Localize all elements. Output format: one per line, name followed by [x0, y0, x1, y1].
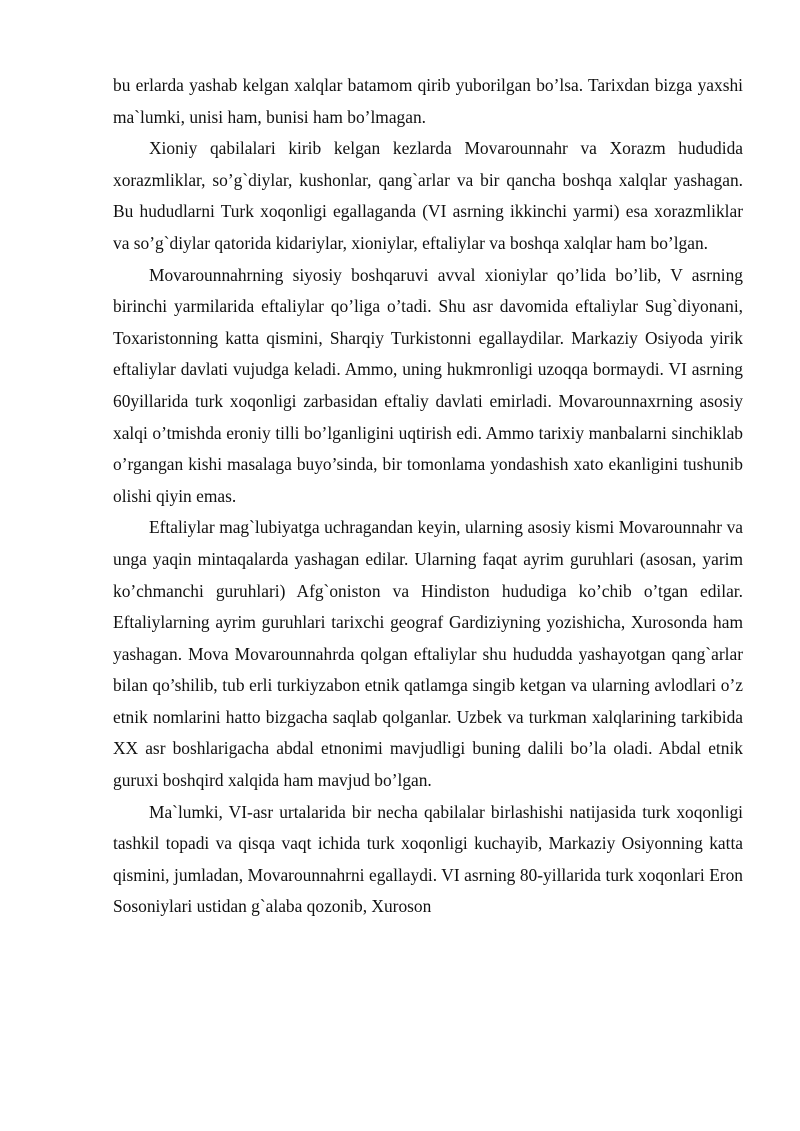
paragraph: Eftaliylar mag`lubiyatga uchragandan keyin, ularning asosiy kismi Movarounnahr va unga yaqin mintaqalarda yashagan edilar. Ularning faqat ayrim guruhlari (asosan, yarim ko’chmanchi guruhlari) Afg`oniston va Hindiston hududiga ko’chib o’tgan edilar. Eftaliylarning ayrim guruhlari tarixchi geograf Gardiziyning yozishicha, Xurosonda ham yashagan. Mova Movarounnahrda qolgan eftaliylar shu hududda yashayotgan qang`arlar bilan qo’shilib, tub erli turkiyzabon etnik qatlamga singib ketgan va ularning avlodlari o’z etnik nomlarini hatto bizgacha saqlab qolganlar. Uzbek va turkman xalqlarining tarkibida XX asr boshlarigacha abdal etnonimi mavjudligi buning dalili bo’la oladi. Abdal etnik guruxi boshqird xalqida ham mavjud bo’lgan.: [113, 517, 743, 791]
paragraph: Xioniy qabilalari kirib kelgan kezlarda Movarounnahr va Xorazm hududida xorazmliklar, so’g`diylar, kushonlar, qang`arlar va bir qancha boshqa xalqlar yashagan. Bu hududlarni Turk xoqonligi egallaganda (VI asrning ikkinchi yarmi) esa xorazmliklar va so’g`diylar qatorida kidariylar, xioniylar, eftaliylar va boshqa xalqlar ham bo’lgan.: [113, 138, 743, 253]
paragraph: Movarounnahrning siyosiy boshqaruvi avval xioniylar qo’lida bo’lib, V asrning birinchi yarmilarida eftaliylar qo’liga o’tadi. Shu asr davomida eftaliylar Sug`diyonani, Toxaristonning katta qismini, Sharqiy Turkistonni egallaydilar. Markaziy Osiyoda yirik eftaliylar davlati vujudga keladi. Ammo, uning hukmronligi uzoqqa bormaydi. VI asrning 60yillarida turk xoqonligi zarbasidan eftaliy davlati emirladi. Movarounnaxrning asosiy xalqi o’tmishda eroniy tilli bo’lganligini uqtirish edi. Ammo tarixiy manbalarni sinchiklab o’rgangan kishi masalaga buyo’sinda, bir tomonlama yondashish xato ekanligini tushunib olishi qiyin emas.: [113, 264, 743, 506]
document-page: [113, 70, 743, 923]
paragraph: bu erlarda yashab kelgan xalqlar batamom qirib yuborilgan bo’lsa. Tarixdan bizga yaxshi ma`lumki, unisi ham, bunisi ham bo’lmagan.: [113, 75, 743, 127]
paragraph: Ma`lumki, VI-asr urtalarida bir necha qabilalar birlashishi natijasida turk xoqonligi tashkil topadi va qisqa vaqt ichida turk xoqonligi kuchayib, Markaziy Osiyonning katta qismini, jumladan, Movarounnahrni egallaydi. VI asrning 80-yillarida turk xoqonlari Eron Sosoniylari ustidan g`alaba qozonib, Xuroson: [113, 801, 743, 917]
